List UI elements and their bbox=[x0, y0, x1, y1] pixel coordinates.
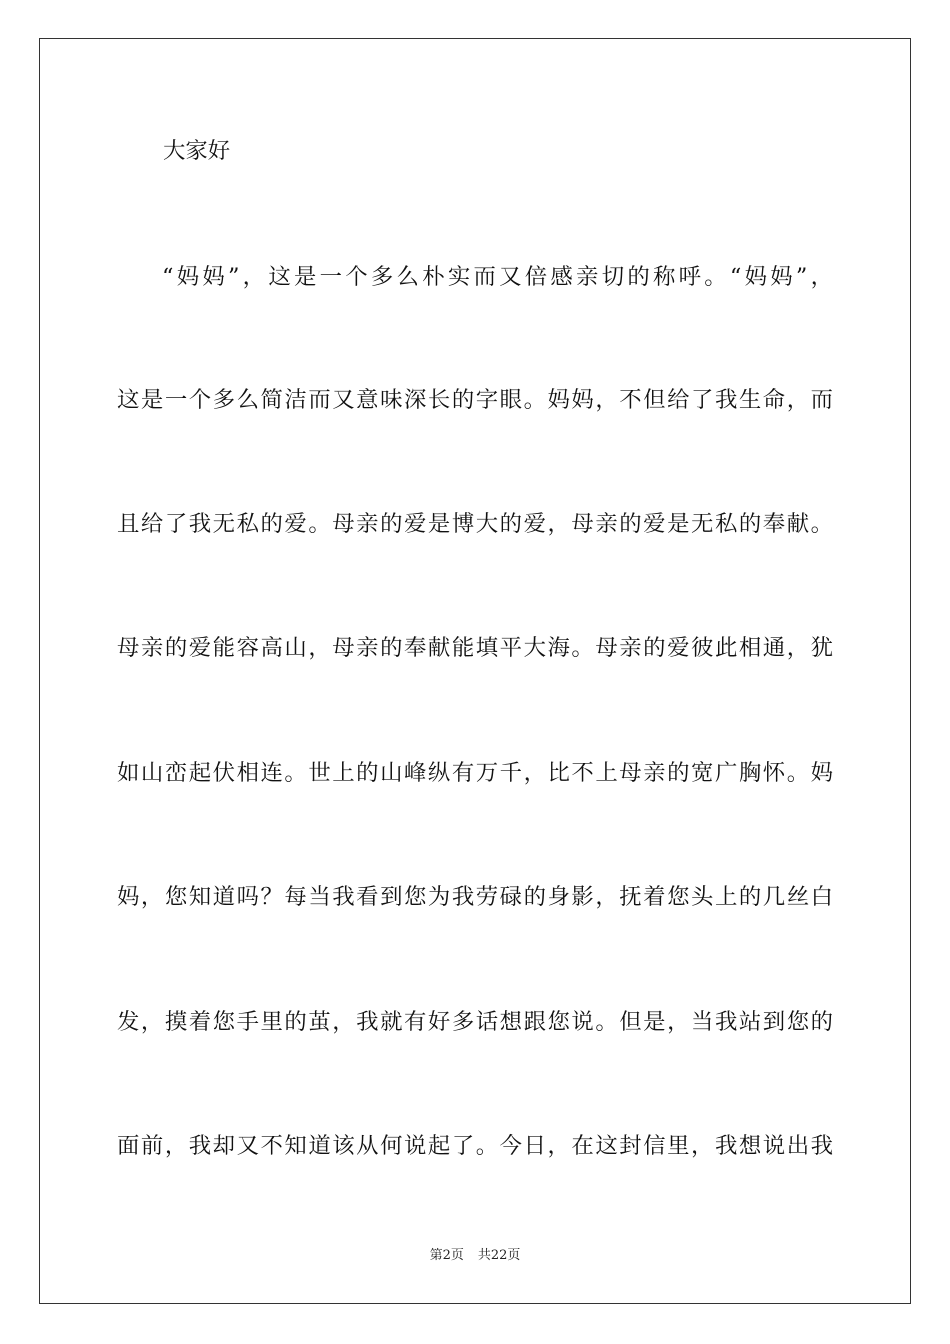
paragraph-line-4: 母亲的爱能容高山，母亲的奉献能填平大海。母亲的爱彼此相通，犹 bbox=[117, 635, 833, 661]
page-number-current: 第2页 bbox=[429, 1248, 464, 1263]
paragraph-line-1: “妈妈”，这是一个多么朴实而又倍感亲切的称呼。“妈妈”， bbox=[162, 264, 833, 290]
paragraph-line-2: 这是一个多么简洁而又意味深长的字眼。妈妈，不但给了我生命，而 bbox=[117, 387, 833, 413]
page-number-total: 共22页 bbox=[477, 1248, 521, 1263]
page-footer bbox=[0, 1246, 950, 1266]
page-border bbox=[39, 38, 911, 1304]
paragraph-line-6: 妈，您知道吗？每当我看到您为我劳碌的身影，抚着您头上的几丝白 bbox=[117, 884, 833, 910]
paragraph-line-5: 如山峦起伏相连。世上的山峰纵有万千，比不上母亲的宽广胸怀。妈 bbox=[117, 760, 833, 786]
paragraph-line-3: 且给了我无私的爱。母亲的爱是博大的爱，母亲的爱是无私的奉献。 bbox=[117, 511, 833, 537]
paragraph-line-7: 发，摸着您手里的茧，我就有好多话想跟您说。但是，当我站到您的 bbox=[117, 1009, 833, 1035]
paragraph-line-8: 面前，我却又不知道该从何说起了。今日，在这封信里，我想说出我 bbox=[117, 1133, 833, 1159]
greeting-line: 大家好 bbox=[163, 138, 231, 164]
